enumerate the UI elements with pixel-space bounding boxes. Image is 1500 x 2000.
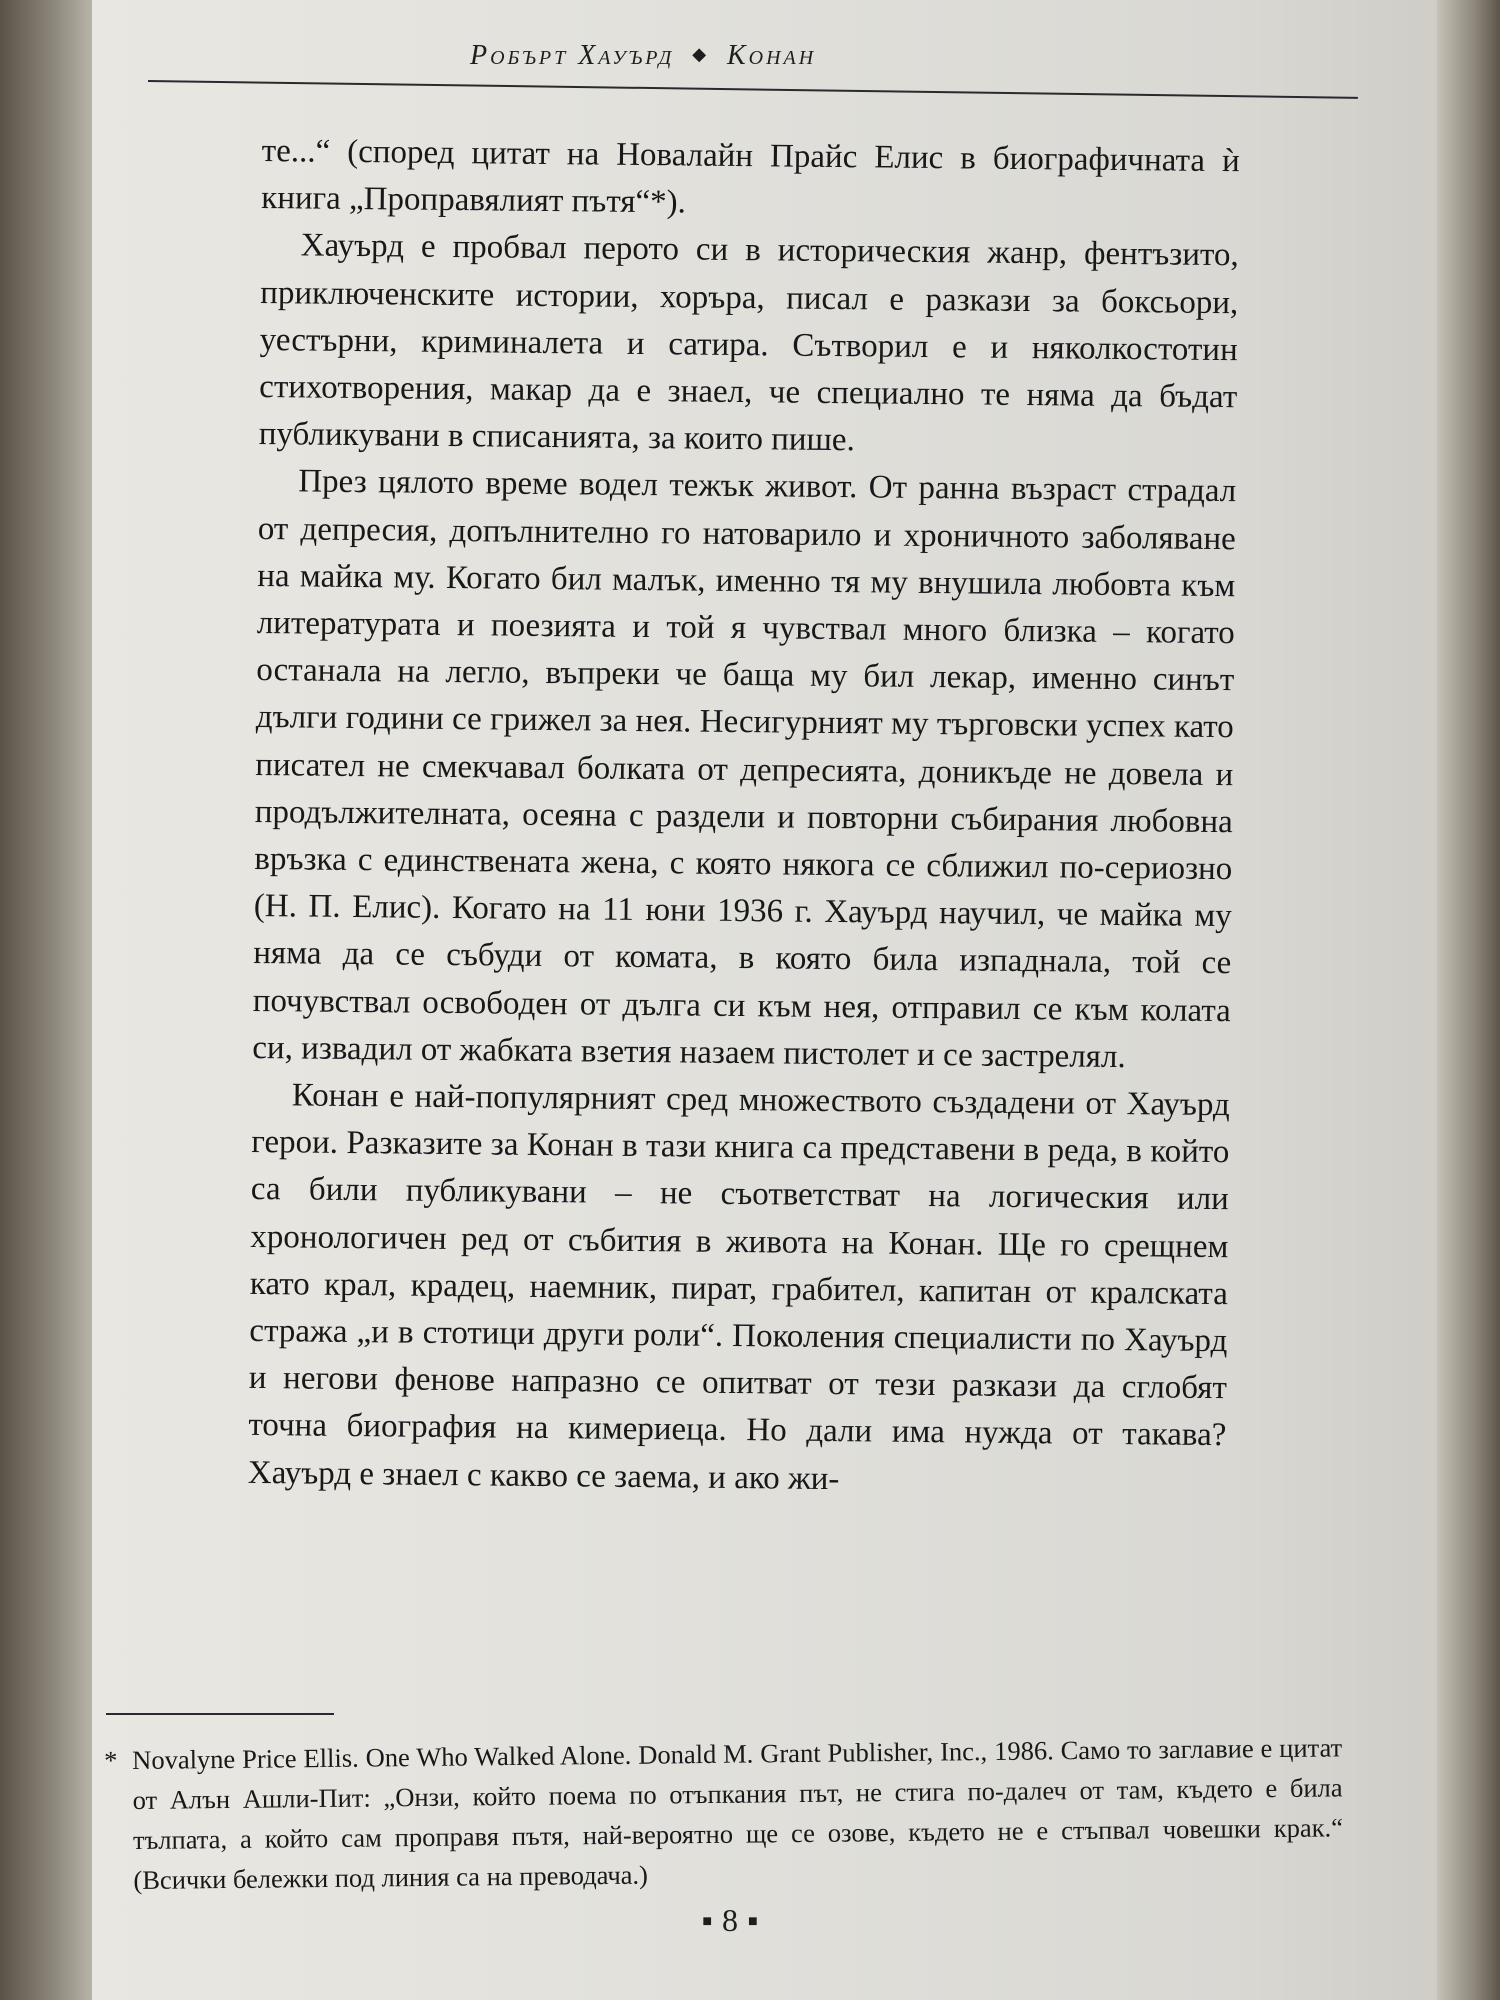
paragraph-4: Конан е най-популярният сред множеството създадени от Хауърд герои. Разказите за Конан в тази книга са представени в реда, в който са били публикувани – не съответстват на логическия или хронологичен ред от събития в живота на Конан. Ще го срещнем като крал, крадец, наемник, пират, грабител, капитан от кралската стража „и в стотици други роли“. Поколения специалисти по Хауърд и негови фенове напразно се опитват от тези разкази да сглобят точна биография на кимериеца. Но дали има нужда от такава? Хауърд е знаел с какво се заема, и ако жи- (247, 1077, 1231, 1497)
footnote (104, 1727, 1344, 1900)
right-page-edge (1437, 0, 1500, 2000)
footnote-marker: * (104, 1745, 118, 1776)
footnote-text: Novalyne Price Ellis. One Who Walked Alone. Donald M. Grant Publisher, Inc., 1986. Само то заглавие е цитат от Алън Ашли-Пит: „Онзи, който поема по отъпкания път, не стига по-далеч от там, където е била тълпата, а който сам проправя пътя, най-вероятно ще се озове, където не е стъпвал човешки крак.“ (Всички бележки под линия са на преводача.) (132, 1732, 1344, 1895)
page-number (680, 1902, 780, 1939)
footnote-rule (106, 1713, 334, 1715)
left-page-edge (0, 0, 92, 2000)
page-number-value: 8 (722, 1902, 738, 1938)
header-title: Конан (727, 40, 817, 71)
header-separator-icon: ◆ (692, 44, 710, 64)
header-author: Робърт Хауърд (470, 40, 675, 71)
running-header (470, 40, 1170, 72)
paragraph-1: те...“ (според цитат на Новалайн Прайс Елис в биографичната ѝ книга „Проправялият пътя“*). (261, 132, 1240, 221)
page-ornament-left-icon: ■ (702, 1913, 712, 1930)
paragraph-3: През цялото време водел тежък живот. От ранна възраст страдал от депресия, допълнително го натоварило и хроничното заболяване на майка му. Когато бил малък, именно тя му внушила любовта към литературата и поезията и той я чувствал много близка – когато останала на легло, въпреки че баща му бил лекар, именно синът дълги години се грижел за нея. Несигурният му търговски успех като писател не смекчавал болката от депресията, доникъде не довела и продължителната, осеяна с раздели и повторни събирания любовна връзка с единствената жена, с която някога се сближил по-сериозно (Н. П. Елис). Когато на 11 юни 1936 г. Хауърд научил, че майка му няма да се събуди от комата, в която била изпаднала, той се почувствал освободен от дълга си към нея, отправил се към колата си, извадил от жабката взетия назаем пистолет и се застрелял. (252, 463, 1237, 1075)
body-text (248, 128, 1240, 1507)
paragraph-2: Хауърд е пробвал перото си в историческия жанр, фентъзито, приключенските истории, хоръра, писал е разкази за боксьори, уестърни, криминалета и сатира. Сътворил е и няколкостотин стихотворения, макар да е знаел, че специално те няма да бъдат публикувани в списанията, за които пише. (258, 227, 1239, 459)
page-ornament-right-icon: ■ (748, 1913, 758, 1930)
